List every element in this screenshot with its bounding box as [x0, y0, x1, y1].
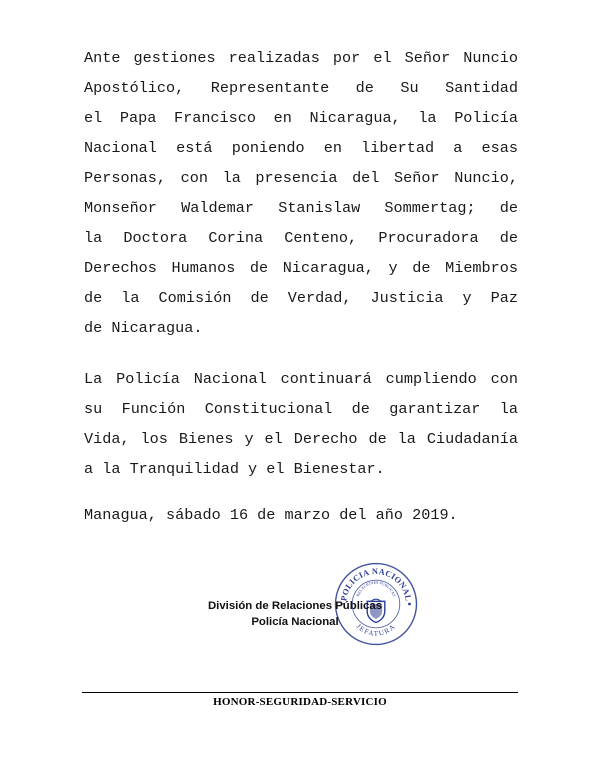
paragraph-1-line: Derechos Humanos de Nicaragua, y de Miembros: [84, 259, 518, 277]
seal-inner-text: RELACIONES PUBLICAS: [355, 579, 397, 598]
footer-motto: HONOR-SEGURIDAD-SERVICIO: [213, 696, 387, 708]
dateline: [84, 500, 518, 530]
paragraph-1-line: la Doctora Corina Centeno, Procuradora de: [84, 229, 518, 247]
paragraph-1-line: Monseñor Waldemar Stanislaw Sommertag; de: [84, 199, 518, 217]
seal-bottom-text: JEFATURA: [354, 622, 398, 638]
signature-division: División de Relaciones Públicas: [207, 600, 383, 612]
seal-top-text: POLICIA NACIONAL: [339, 567, 413, 602]
signature-block: [200, 598, 390, 630]
body-paragraph-1: [84, 43, 518, 343]
signature-institution: Policía Nacional: [251, 616, 339, 628]
paragraph-1-line: Personas, con la presencia del Señor Nuncio,: [84, 169, 518, 187]
paragraph-2-line: La Policía Nacional continuará cumpliendo con: [84, 370, 518, 388]
body-paragraph-2: [84, 364, 518, 484]
paragraph-1-line: Ante gestiones realizadas por el Señor Nuncio: [84, 49, 518, 67]
footer-divider: [82, 692, 518, 693]
paragraph-2-line: a la Tranquilidad y el Bienestar.: [84, 460, 385, 478]
seal-dot-icon: [408, 603, 411, 606]
paragraph-1-line: el Papa Francisco en Nicaragua, la Policía: [84, 109, 518, 127]
paragraph-1-line: Apostólico, Representante de Su Santidad: [84, 79, 518, 97]
paragraph-2-line: su Función Constitucional de garantizar la: [84, 400, 518, 418]
paragraph-2-line: Vida, los Bienes y el Derecho de la Ciudadanía: [84, 430, 518, 448]
dateline-text: Managua, sábado 16 de marzo del año 2019.: [84, 506, 458, 524]
paragraph-1-line: Nacional está poniendo en libertad a esas: [84, 139, 518, 157]
paragraph-1-line: de la Comisión de Verdad, Justicia y Paz: [84, 289, 518, 307]
paragraph-1-line: de Nicaragua.: [84, 319, 203, 337]
